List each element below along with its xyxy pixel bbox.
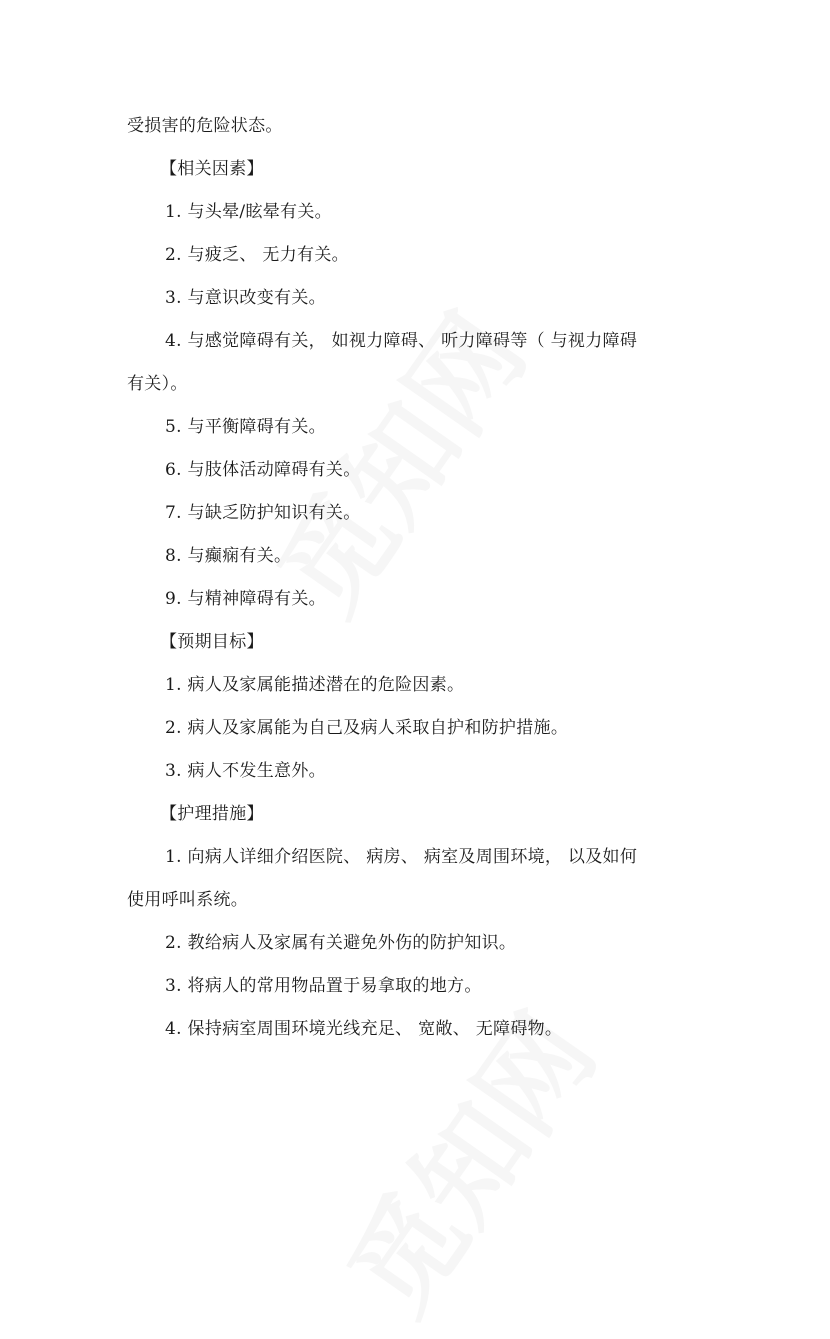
list-item: 2. 病人及家属能为自己及病人采取自护和防护措施。 [165, 718, 569, 738]
list-item: 4. 保持病室周围环境光线充足、 宽敞、 无障碍物。 [165, 1019, 563, 1039]
list-item-continued: 使用呼叫系统。 [127, 890, 249, 910]
list-item: 1. 病人及家属能描述潜在的危险因素。 [165, 675, 465, 695]
section-heading-related-factors: 【相关因素】 [160, 159, 264, 179]
list-item-continued: 有关）。 [127, 374, 188, 394]
list-item: 3. 病人不发生意外。 [165, 761, 326, 781]
text-line: 受损害的危险状态。 [127, 116, 283, 136]
list-item: 2. 与疲乏、 无力有关。 [165, 245, 349, 265]
list-item: 3. 与意识改变有关。 [165, 288, 326, 308]
list-item: 3. 将病人的常用物品置于易拿取的地方。 [165, 976, 482, 996]
list-item: 4. 与感觉障碍有关， 如视力障碍、 听力障碍等（ 与视力障碍 [165, 331, 638, 351]
list-item: 6. 与肢体活动障碍有关。 [165, 460, 361, 480]
list-item: 1. 与头晕/眩晕有关。 [165, 202, 332, 222]
section-heading-nursing-measures: 【护理措施】 [160, 804, 264, 824]
list-item: 7. 与缺乏防护知识有关。 [165, 503, 361, 523]
list-item: 9. 与精神障碍有关。 [165, 589, 326, 609]
list-item: 1. 向病人详细介绍医院、 病房、 病室及周围环境， 以及如何 [165, 847, 638, 867]
list-item: 8. 与癫痫有关。 [165, 546, 292, 566]
section-heading-expected-goals: 【预期目标】 [160, 632, 264, 652]
list-item: 5. 与平衡障碍有关。 [165, 417, 326, 437]
list-item: 2. 教给病人及家属有关避免外伤的防护知识。 [165, 933, 517, 953]
